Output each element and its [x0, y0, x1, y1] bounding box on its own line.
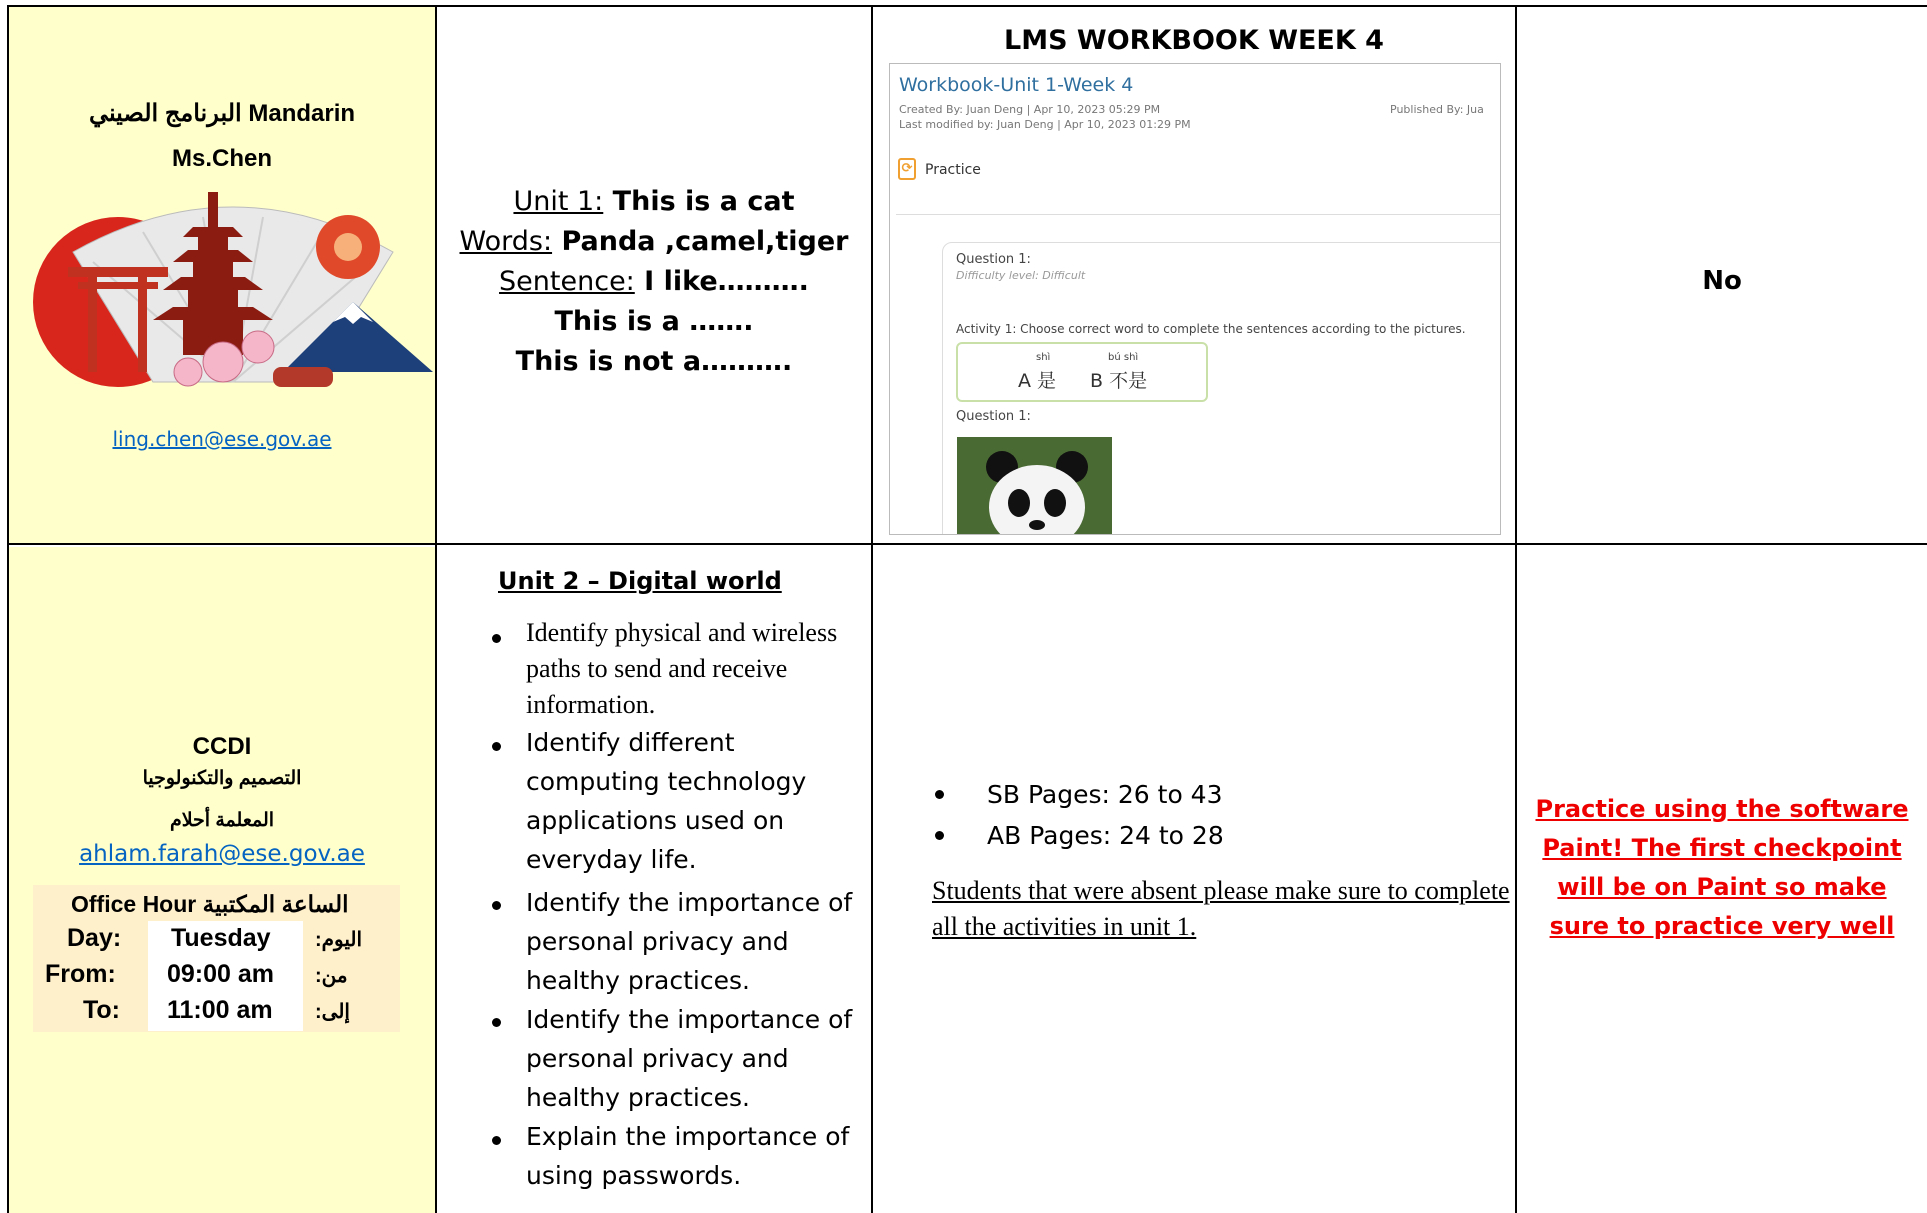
- bullet: [492, 634, 501, 643]
- unit-value: This is a cat: [603, 186, 795, 217]
- difficulty-label: Difficulty level: Difficult: [956, 269, 1086, 282]
- bullet: [492, 1136, 501, 1145]
- teacher-arabic-name: المعلمة أحلام: [169, 810, 275, 831]
- option-b-pinyin: bú shì: [1108, 352, 1139, 363]
- bullet: [492, 901, 501, 910]
- to-label: To:: [83, 996, 121, 1024]
- teacher-email-link[interactable]: ling.chen@ese.gov.ae: [112, 427, 332, 451]
- words-value: Panda ,camel,tiger: [552, 226, 849, 257]
- teacher-email-link[interactable]: ahlam.farah@ese.gov.ae: [79, 841, 365, 867]
- homework-value: No: [1702, 266, 1742, 296]
- option-a[interactable]: A 是: [1018, 370, 1057, 392]
- homework-cell-2: [1517, 547, 1927, 1213]
- bullet: [935, 790, 944, 799]
- activity-instructions: Activity 1: Choose correct word to complete the sentences according to the pictures.: [956, 322, 1466, 336]
- sentence-line: [460, 262, 849, 302]
- bullet: [492, 1018, 501, 1027]
- published-by: Published By: Jua: [1390, 103, 1484, 116]
- homework-cell-1: [1517, 7, 1927, 545]
- from-value: 09:00 am: [167, 960, 275, 988]
- unit-line: [460, 182, 849, 222]
- unit-key: Unit 1:: [513, 186, 604, 217]
- japan-pagoda-illustration: [33, 182, 433, 412]
- sentence-value: I like……….: [634, 266, 809, 297]
- practice-icon: ⟳: [898, 158, 916, 180]
- to-value: 11:00 am: [167, 996, 273, 1024]
- sentence-line-2: This is a …….: [554, 306, 754, 337]
- lms-title: LMS WORKBOOK WEEK 4: [1004, 25, 1384, 56]
- question-label: Question 1:: [956, 252, 1031, 267]
- day-value: Tuesday: [171, 924, 271, 952]
- question-label-2: Question 1:: [956, 409, 1031, 424]
- subject-name: CCDI: [192, 733, 252, 760]
- words-line: [460, 222, 849, 262]
- objective-2: Identify different computing technology applications used on everyday life.: [526, 728, 807, 874]
- subject-arabic: التصميم والتكنولوجيا: [142, 768, 302, 789]
- created-by: Created By: Juan Deng | Apr 10, 2023 05:29 PM: [899, 103, 1161, 116]
- answer-choices: [956, 342, 1208, 402]
- sentence-key: Sentence:: [499, 266, 635, 297]
- bullet: [492, 742, 501, 751]
- homework-paint-practice: Practice using the software Paint! The first checkpoint will be on Paint so make sure to practice very well: [1535, 794, 1909, 940]
- from-label: From:: [45, 960, 116, 988]
- ab-pages: AB Pages: 24 to 28: [987, 821, 1224, 850]
- objective-4: Identify the importance of personal privacy and healthy practices.: [526, 1005, 853, 1112]
- teacher-name: Ms.Chen: [171, 145, 272, 172]
- office-hour-title: Office Hour الساعة المكتبية: [71, 891, 349, 917]
- ccdi-teacher-info: [9, 547, 435, 1213]
- absent-students-note: Students that were absent please make sure to complete all the activities in unit 1.: [932, 876, 1510, 941]
- divider: [896, 214, 1500, 215]
- resources-cell: [873, 547, 1515, 1213]
- unit-2-content: [437, 547, 871, 1213]
- objective-5: Explain the importance of using passwords.: [526, 1122, 850, 1190]
- unit-1-content: [437, 7, 871, 545]
- program-title: البرنامج الصيني Mandarin: [88, 100, 356, 127]
- modified-by: Last modified by: Juan Deng | Apr 10, 2023 01:29 PM: [899, 118, 1191, 131]
- workbook-heading[interactable]: Workbook-Unit 1-Week 4: [899, 74, 1134, 96]
- day-label: Day:: [67, 924, 122, 952]
- from-arabic: :من: [315, 965, 348, 987]
- sentence-line-3: This is not a……….: [515, 346, 793, 377]
- option-a-pinyin: shì: [1036, 352, 1051, 363]
- objective-3: Identify the importance of personal privacy and healthy practices.: [526, 888, 853, 995]
- sb-pages: SB Pages: 26 to 43: [987, 780, 1223, 809]
- unit-2-title: Unit 2 – Digital world: [498, 567, 782, 595]
- objective-1: Identify physical and wireless paths to send and receive information.: [526, 618, 838, 719]
- lms-workbook-cell: [873, 7, 1515, 545]
- mandarin-teacher-info: [9, 7, 435, 545]
- panda-image: [957, 437, 1112, 535]
- to-arabic: :إلى: [315, 1001, 350, 1023]
- lms-screenshot: [889, 63, 1501, 535]
- bullet: [935, 831, 944, 840]
- day-arabic: :اليوم: [315, 929, 363, 951]
- office-hour-table: [33, 885, 400, 1032]
- practice-link[interactable]: Practice: [925, 162, 981, 178]
- words-key: Words:: [459, 226, 553, 257]
- option-b[interactable]: B 不是: [1090, 370, 1148, 392]
